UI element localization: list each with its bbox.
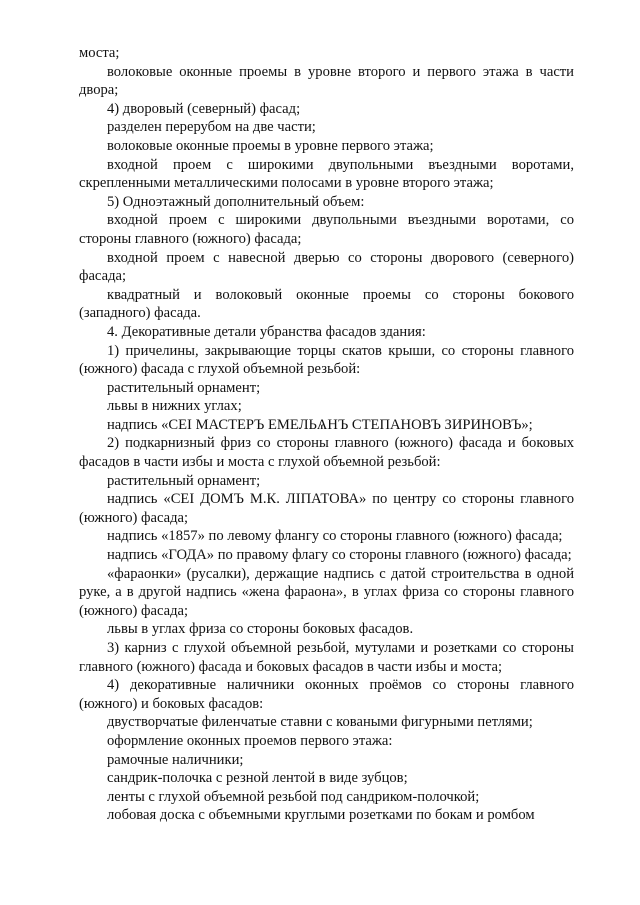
paragraph: львы в нижних углах; [107,398,242,415]
paragraph: квадратный и волоковый оконные проемы со стороны бокового (западного) фасада. [79,286,574,322]
paragraph: рамочные наличники; [107,751,244,768]
paragraph: 1) причелины, закрывающие торцы скатов крыши, со стороны главного (южного) фасада с глухой объемной резьбой: [79,342,574,378]
paragraph: лобовая доска с объемными круглыми розетками по бокам и ромбом [107,807,535,824]
paragraph: львы в углах фриза со стороны боковых фасадов. [107,621,414,638]
paragraph: надпись «ГОДА» по правому флагу со стороны главного (южного) фасада; [107,547,572,564]
paragraph: волоковые оконные проемы в уровне второго и первого этажа в части двора; [79,63,574,99]
paragraph: 2) подкарнизный фриз со стороны главного (южного) фасада и боковых фасадов в части избы и моста с глухой объемной резьбой: [79,435,574,471]
paragraph: «фараонки» (русалки), держащие надпись с датой строительства в одной руке, а в другой надпись «жена фараона», в углах фриза со стороны главного (южного) фасада; [79,565,574,619]
paragraph: моста; [79,45,120,61]
paragraph: растительный орнамент; [107,379,261,396]
paragraph: входной проем с навесной дверью со стороны дворового (северного) фасада; [79,249,574,285]
paragraph: оформление оконных проемов первого этажа: [107,732,393,749]
paragraph: надпись «1857» по левому флангу со стороны главного (южного) фасада; [107,528,563,545]
paragraph: входной проем с широкими двупольными въездными воротами, со стороны главного (южного) фасада; [79,212,574,247]
paragraph: надпись «СЕI МАСТЕРЪ ЕМЕЛЬѦНЪ СТЕПАНОВЪ ЗИРИНОВЪ»; [107,416,533,433]
paragraph: 5) Одноэтажный дополнительный объем: [107,193,365,210]
paragraph: двустворчатые филенчатые ставни с коваными фигурными петлями; [107,714,533,731]
paragraph: ленты с глухой объемной резьбой под сандриком-полочкой; [107,788,480,805]
paragraph: надпись «СЕI ДОМЪ М.К. ЛIПАТОВА» по центру со стороны главного (южного) фасада; [79,491,574,526]
paragraph: волоковые оконные проемы в уровне первого этажа; [107,137,434,154]
paragraph: входной проем с широкими двупольными въездными воротами, скрепленными металлическими полосами в уровне второго этажа; [79,156,574,192]
paragraph: 4) декоративные наличники оконных проёмов со стороны главного (южного) и боковых фасадов: [79,677,574,712]
paragraph: растительный орнамент; [107,472,261,489]
paragraph: разделен перерубом на две части; [107,119,316,136]
paragraph: 3) карниз с глухой объемной резьбой, мутулами и розетками со стороны главного (южного) фасада и боковых фасадов в части избы и моста; [79,640,574,675]
paragraph: сандрик-полочка с резной лентой в виде зубцов; [107,770,408,787]
paragraph: 4. Декоративные детали убранства фасадов здания: [107,323,426,340]
paragraph: 4) дворовый (северный) фасад; [107,100,301,117]
